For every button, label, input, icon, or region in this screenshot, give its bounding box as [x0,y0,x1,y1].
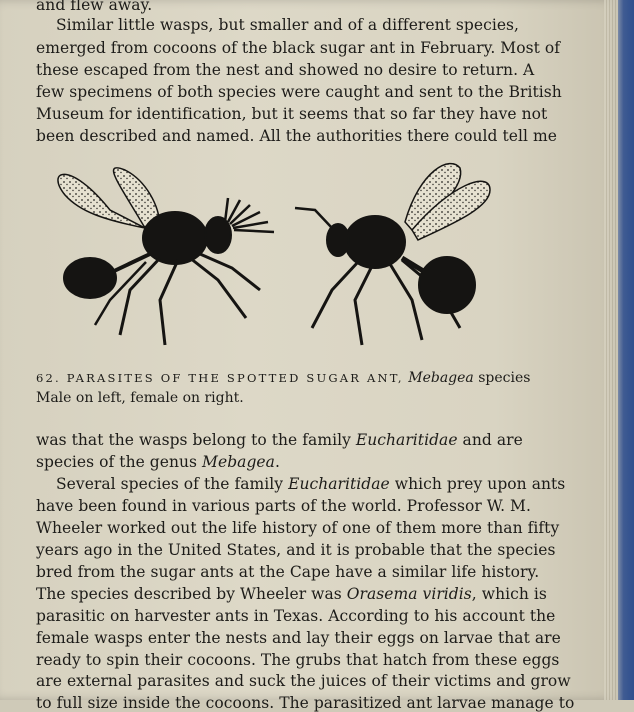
text-span: species of the genus [36,453,203,471]
text-span: , which is [471,585,547,603]
italic-term: Eucharitidae [355,431,458,449]
text-line: years ago in the United States, and it is probable that the species [36,541,556,559]
text-span: . [274,453,280,471]
text-line: Wheeler worked out the life history of one of them more than fifty [36,519,560,537]
text-line: and flew away. [36,0,153,14]
wasp-illustration [50,150,510,360]
text-line: these escaped from the nest and showed no desire to return. A [36,61,535,79]
page-edge [604,0,618,700]
text-span: was that the wasps belong to the family [36,431,356,449]
italic-term: Mebagea [202,453,275,471]
text-line: have been found in various parts of the world. Professor W. M. [36,497,531,515]
text-line: are external parasites and suck the juices of their victims and grow [36,672,571,690]
text-line: few specimens of both species were caught and sent to the British [36,83,562,101]
text-line: emerged from cocoons of the black sugar ant in February. Most of [36,39,561,57]
book-cover-edge [618,0,634,700]
text-line [36,431,523,449]
text-line [36,585,547,603]
text-line: to full size inside the cocoons. The parasitized ant larvae manage to [36,694,575,712]
figure-species-word: species [478,370,531,386]
female-wasp-drawing [295,164,490,345]
male-wasp-drawing [58,168,274,345]
text-line: female wasps enter the nests and lay their eggs on larvae that are [36,629,561,647]
text-span: which prey upon ants [389,475,566,493]
text-line: Museum for identification, but it seems that so far they have not [36,105,548,123]
text-line: parasitic on harvester ants in Texas. According to his account the [36,607,556,625]
text-span: Several species of the family [56,475,289,493]
text-span: and are [457,431,523,449]
text-line [56,475,565,493]
figure-subtitle: Male on left, female on right. [36,390,244,406]
italic-term: Orasema viridis [346,585,472,603]
text-line: ready to spin their cocoons. The grubs that hatch from these eggs [36,651,560,669]
text-line: been described and named. All the authorities there could tell me [36,127,557,145]
text-line [36,453,280,471]
text-line: Similar little wasps, but smaller and of a different species, [56,16,520,34]
italic-term: Eucharitidae [288,475,390,493]
figure-label: 62. PARASITES OF THE SPOTTED SUGAR ANT, [36,371,404,385]
text-line: bred from the sugar ants at the Cape have a similar life history. [36,563,540,581]
text-span: The species described by Wheeler was [36,585,347,603]
figure-caption [36,370,530,386]
figure-genus: Mebagea [408,370,474,386]
